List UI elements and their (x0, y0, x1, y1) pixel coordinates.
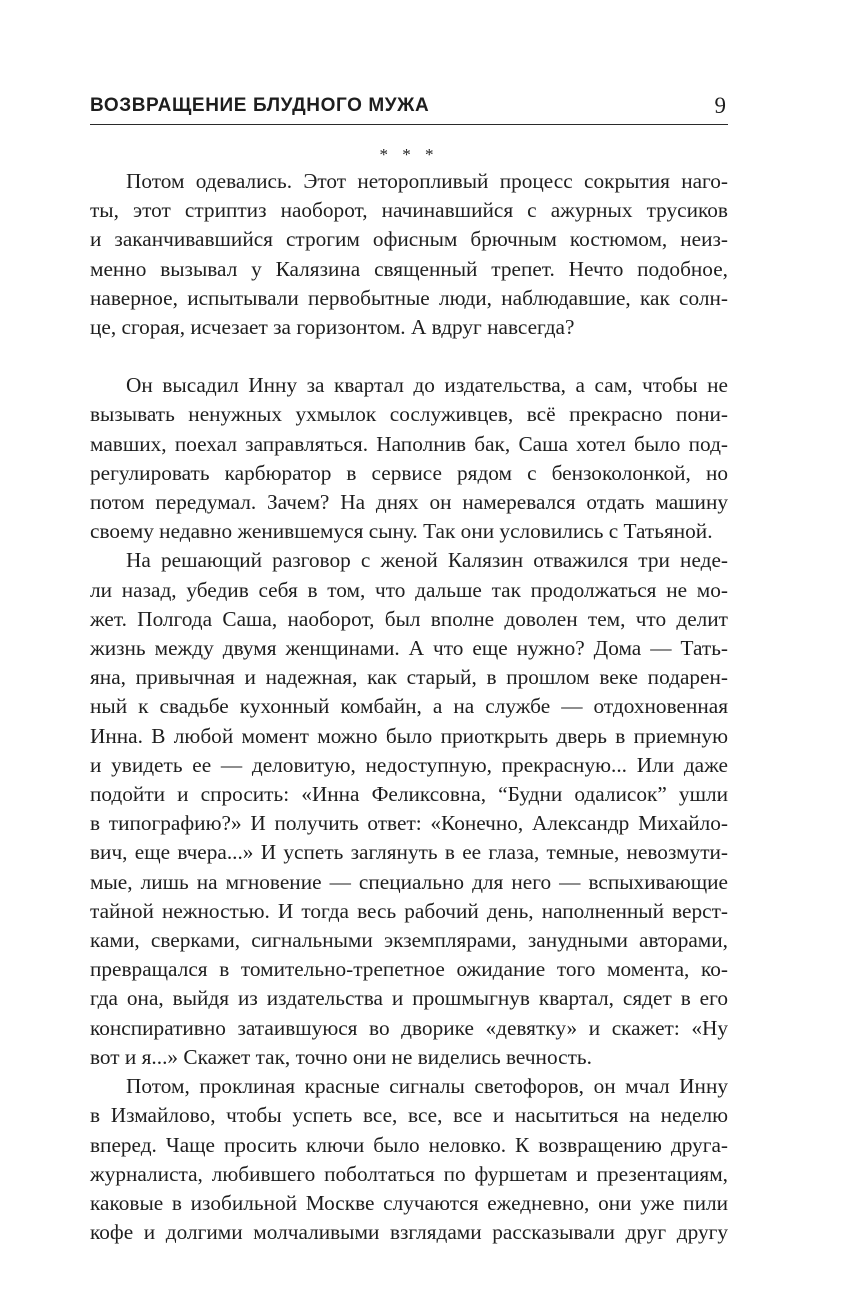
text-line: кофе и долгими молчаливыми взглядами рассказывали друг другу (90, 1220, 728, 1245)
text-line: превращался в томительно-трепетное ожидание того момента, ко- (90, 957, 728, 982)
book-page (90, 92, 728, 1247)
text-line: вот и я...» Скажет так, точно они не виделись вечность. (90, 1044, 592, 1069)
text-line: потом передумал. Зачем? На днях он намеревался отдать машину (90, 490, 728, 515)
text-line: жет. Полгода Саша, наоборот, был вполне доволен тем, что делит (90, 606, 728, 631)
text-line: регулировать карбюратор в сервисе рядом с бензоколонкой, но (90, 460, 728, 485)
text-line: и заканчивавшийся строгим офисным брючным костюмом, неиз- (90, 227, 728, 252)
text-line: в Измайлово, чтобы успеть все, все, все и насытиться на неделю (90, 1103, 728, 1128)
text-line: Потом одевались. Этот неторопливый процесс сокрытия наго- (126, 169, 728, 193)
text-line: и увидеть ее — деловитую, недоступную, прекрасную... Или даже (90, 752, 728, 777)
text-line: ный к свадьбе кухонный комбайн, а на службе — отдохновенная (90, 694, 728, 719)
text-line: каковые в изобильной Москве случаются ежедневно, они уже пили (90, 1190, 728, 1215)
text-line: жизнь между двумя женщинами. А что еще нужно? Дома — Тать- (90, 636, 728, 661)
text-line: журналиста, любившего поболтаться по фуршетам и презентациям, (90, 1161, 728, 1186)
page-number: 9 (714, 93, 726, 118)
text-line: в типографию?» И получить ответ: «Конечно, Александр Михайло- (90, 811, 728, 836)
text-line: ли назад, убедив себя в том, что дальше так продолжаться не мо- (90, 577, 728, 602)
text-line: це, сгорая, исчезает за горизонтом. А вдруг навсегда? (90, 315, 575, 340)
text-line: вызывать ненужных ухмылок сослуживцев, всё прекрасно пони- (90, 402, 728, 427)
paragraph (90, 167, 728, 342)
paragraph-gap (90, 342, 728, 371)
text-line: вич, еще вчера...» И успеть заглянуть в ее глаза, темные, невозмути- (90, 840, 728, 865)
text-line: На решающий разговор с женой Калязин отважился три неде- (126, 548, 728, 573)
text-line: наверное, испытывали первобытные люди, наблюдавшие, как солн- (90, 285, 728, 310)
text-line: тайной нежностью. И тогда весь рабочий день, наполненный верст- (90, 898, 728, 923)
text-line: Инна. В любой момент можно было приоткрыть дверь в приемную (90, 723, 728, 748)
text-line: подойти и спросить: «Инна Феликсовна, “Будни одалисок” ушли (90, 782, 728, 807)
running-title: ВОЗВРАЩЕНИЕ БЛУДНОГО МУЖА (90, 95, 430, 116)
text-line: вперед. Чаще просить ключи было неловко. К возвращению друга- (90, 1132, 728, 1157)
paragraph (90, 371, 728, 546)
text-line: яна, привычная и надежная, как старый, в прошлом веке подарен- (90, 665, 728, 690)
text-line: Потом, проклиная красные сигналы светофоров, он мчал Инну (126, 1074, 728, 1099)
text-line: менно вызывал у Калязина священный трепет. Нечто подобное, (90, 256, 728, 281)
text-line: мые, лишь на мгновение — специально для него — вспыхивающие (90, 869, 728, 894)
text-line: конспиративно затаившуюся во дворике «девятку» и скажет: «Ну (90, 1015, 728, 1040)
running-head (90, 92, 728, 125)
text-line: гда она, выйдя из издательства и прошмыгнув квартал, сядет в его (90, 986, 728, 1011)
text-line: ками, сверками, сигнальными экземплярами, занудными авторами, (90, 928, 728, 953)
text-line: Он высадил Инну за квартал до издательства, а сам, чтобы не (126, 373, 728, 398)
body-text (90, 167, 728, 1247)
text-line: своему недавно женившемуся сыну. Так они условились с Татьяной. (90, 519, 713, 544)
paragraph (90, 1072, 728, 1247)
text-line: ты, этот стриптиз наоборот, начинавшийся с ажурных трусиков (90, 198, 728, 223)
text-line: мавших, поехал заправляться. Наполнив бак, Саша хотел было под- (90, 431, 728, 456)
section-break: * * * (379, 145, 439, 164)
paragraph (90, 546, 728, 1072)
